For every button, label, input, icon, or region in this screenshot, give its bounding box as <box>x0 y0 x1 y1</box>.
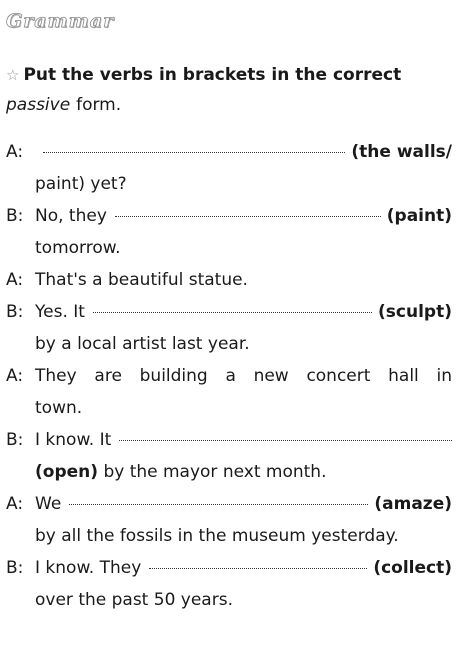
dialogue-line-2-continued <box>35 233 452 263</box>
answer-blank-3[interactable] <box>93 312 372 313</box>
line-text: by a local artist last year. <box>35 334 250 354</box>
line-text: tomorrow. <box>35 238 121 258</box>
dialogue-line-2 <box>6 201 452 231</box>
speaker-label: B: <box>6 558 24 578</box>
line-text: Yes. It <box>35 302 85 322</box>
line-text: town. <box>35 398 83 418</box>
word: building <box>139 366 208 386</box>
verb-prompt: (paint) <box>386 206 452 226</box>
speaker-label: A: <box>6 366 24 386</box>
dialogue-line-1 <box>6 137 452 167</box>
line-text: over the past 50 years. <box>35 590 233 610</box>
dialogue-line-4 <box>6 297 452 327</box>
dialogue-line-7-continued <box>35 521 452 551</box>
dialogue-line-1-continued <box>35 169 452 199</box>
speaker-label: A: <box>6 142 24 162</box>
word: are <box>94 366 122 386</box>
section-heading-grammar: Grammar <box>6 10 115 32</box>
word: a <box>225 366 236 386</box>
answer-blank-6[interactable] <box>149 568 367 569</box>
verb-prompt: (open) <box>35 462 99 482</box>
answer-blank-5[interactable] <box>69 504 368 505</box>
speaker-label: B: <box>6 206 24 226</box>
dialogue-line-6-continued <box>35 457 452 487</box>
line-text: by the mayor next month. <box>103 462 327 482</box>
answer-blank-1[interactable] <box>43 152 345 153</box>
dialogue-line-5-continued <box>35 393 452 423</box>
exercise-instruction <box>6 60 446 120</box>
verb-prompt: (the walls/ <box>351 142 452 162</box>
word: concert <box>306 366 371 386</box>
verb-prompt: (sculpt) <box>378 302 452 322</box>
speaker-label: B: <box>6 430 24 450</box>
speaker-label: A: <box>6 494 24 514</box>
dialogue-line-8-continued <box>35 585 452 615</box>
line-text: I know. It <box>35 430 112 450</box>
speaker-label: B: <box>6 302 24 322</box>
line-text: I know. They <box>35 558 142 578</box>
word: They <box>35 366 77 386</box>
line-text: No, they <box>35 206 107 226</box>
dialogue-line-3 <box>6 265 452 295</box>
word: new <box>253 366 289 386</box>
dialogue-line-6 <box>6 425 452 455</box>
line-text: That's a beautiful statue. <box>35 270 248 290</box>
speaker-label: A: <box>6 270 24 290</box>
dialogue-line-4-continued <box>35 329 452 359</box>
verb-prompt: (collect) <box>373 558 452 578</box>
word: hall <box>388 366 419 386</box>
dialogue-line-7 <box>6 489 452 519</box>
instruction-passive: passive <box>6 95 71 115</box>
star-icon: ☆ <box>6 66 20 84</box>
justified-text <box>35 361 452 391</box>
dialogue-line-5 <box>6 361 452 391</box>
line-text: by all the fossils in the museum yesterday. <box>35 526 399 546</box>
line-text: We <box>35 494 62 514</box>
word: in <box>436 366 452 386</box>
answer-blank-2[interactable] <box>115 216 381 217</box>
instruction-text: Put the verbs in brackets in the correct <box>23 65 402 85</box>
dialogue-line-8 <box>6 553 452 583</box>
verb-prompt: (amaze) <box>374 494 452 514</box>
line-text: paint) yet? <box>35 174 127 194</box>
instruction-tail: form. <box>76 95 122 115</box>
answer-blank-4[interactable] <box>119 440 452 441</box>
